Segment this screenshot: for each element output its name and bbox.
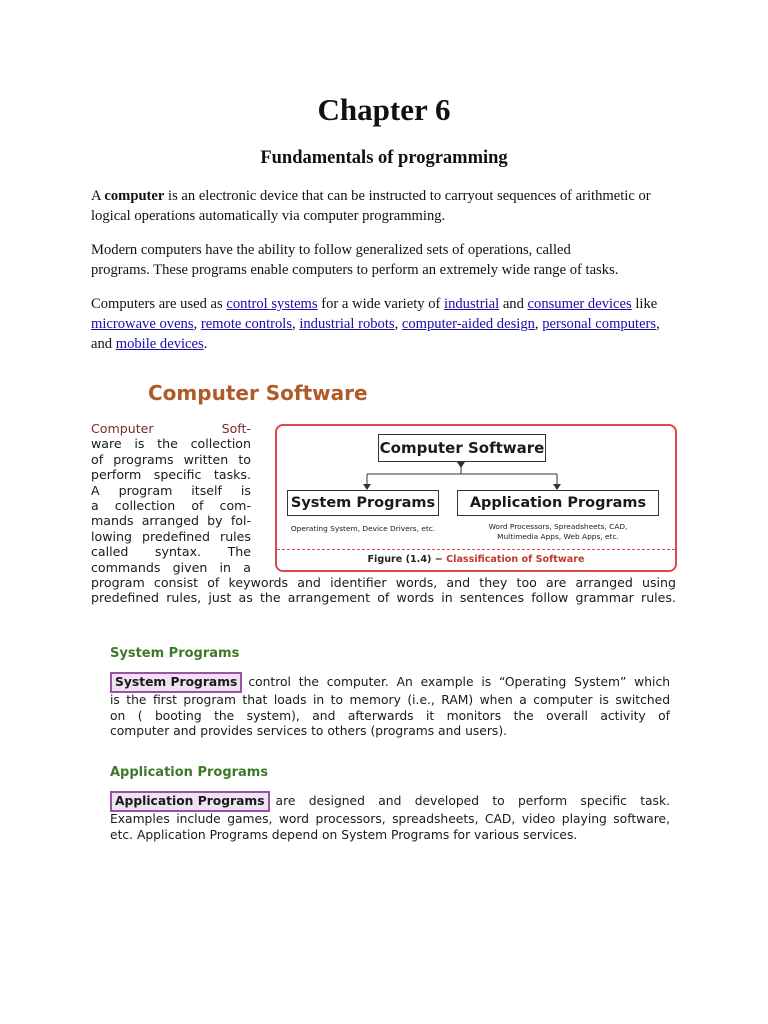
application-programs-highlight: Application Programs [110,791,270,812]
computer-term: computer [104,188,165,204]
text-line: predefined rules, just as the arrangement of words in sentences follow grammar rules. [91,590,676,606]
figure-application-node: Application Programs [457,490,659,516]
link-consumer-devices[interactable]: consumer devices [527,296,632,312]
link-computer-aided-design[interactable]: computer-aided design [401,316,535,332]
figure-system-node: System Programs [287,490,439,516]
text-line: program consist of keywords and identifier words, and they too are arranged using [91,575,676,590]
figure-root-node: Computer Software [378,434,546,462]
system-programs-text: System Programs control the computer. An example is “Operating System” which is the first program that loads in to memory (i.e., RAM) when a computer is switched on ( booting the system), and afterwards it monitors the overall activity of computer and provides services to others (programs and users). [110,672,670,740]
computer-software-heading: Computer Software [148,381,368,405]
link-mobile-devices[interactable]: mobile devices [115,336,204,352]
figure-system-note: Operating System, Device Drivers, etc. [290,524,436,533]
figure-divider [277,549,675,550]
link-control-systems[interactable]: control systems [226,296,318,312]
text-line: lowing predefined rules [91,528,251,544]
software-text-wide [91,575,676,606]
intro-paragraph: A computer is an electronic device that can be instructed to carryout sequences of arithmetic or logical operations automatically via computer programming. [91,188,651,224]
link-personal-computers[interactable]: personal computers [542,316,657,332]
text-line: Computer Soft- [91,421,251,436]
text-line: called syntax. The [91,544,251,560]
text-line: perform specific tasks. [91,467,251,483]
text-line: mands arranged by fol- [91,513,251,529]
system-programs-heading: System Programs [110,646,240,661]
application-programs-heading: Application Programs [110,765,269,780]
system-programs-highlight: System Programs [110,672,242,693]
software-text-narrow [91,421,251,575]
figure-caption: Figure (1.4) − Classification of Software [367,554,585,565]
text-line: commands given in a [91,559,251,575]
link-microwave-ovens[interactable]: microwave ovens [91,316,194,332]
text-line: A program itself is [91,482,251,498]
text-line: ware is the collection [91,436,251,452]
programs-paragraph: Modern computers have the ability to follow generalized sets of operations, called programs. These programs enable computers to perform an extremely wide range of tasks. [91,242,619,278]
link-industrial-robots[interactable]: industrial robots [299,316,395,332]
text-line: a collection of com- [91,498,251,514]
text-line: of programs written to [91,451,251,467]
link-remote-controls[interactable]: remote controls [200,316,293,332]
figure-application-note: Word Processors, Spreadsheets, CAD, Multimedia Apps, Web Apps, etc. [488,522,628,541]
link-industrial[interactable]: industrial [444,296,500,312]
chapter-title: Chapter 6 [317,92,451,127]
uses-paragraph: Computers are used as control systems for a wide variety of industrial and consumer devices like microwave ovens, remote controls, industrial robots, computer-aided design, personal computers, and mobile devices. [91,296,660,352]
application-programs-text: Application Programs are designed and developed to perform specific task. Examples include games, word processors, spreadsheets, CAD, video playing software, etc. Application Programs depend on System Programs for various services. [110,791,670,843]
chapter-subtitle: Fundamentals of programming [260,148,508,168]
software-classification-figure [275,424,677,572]
